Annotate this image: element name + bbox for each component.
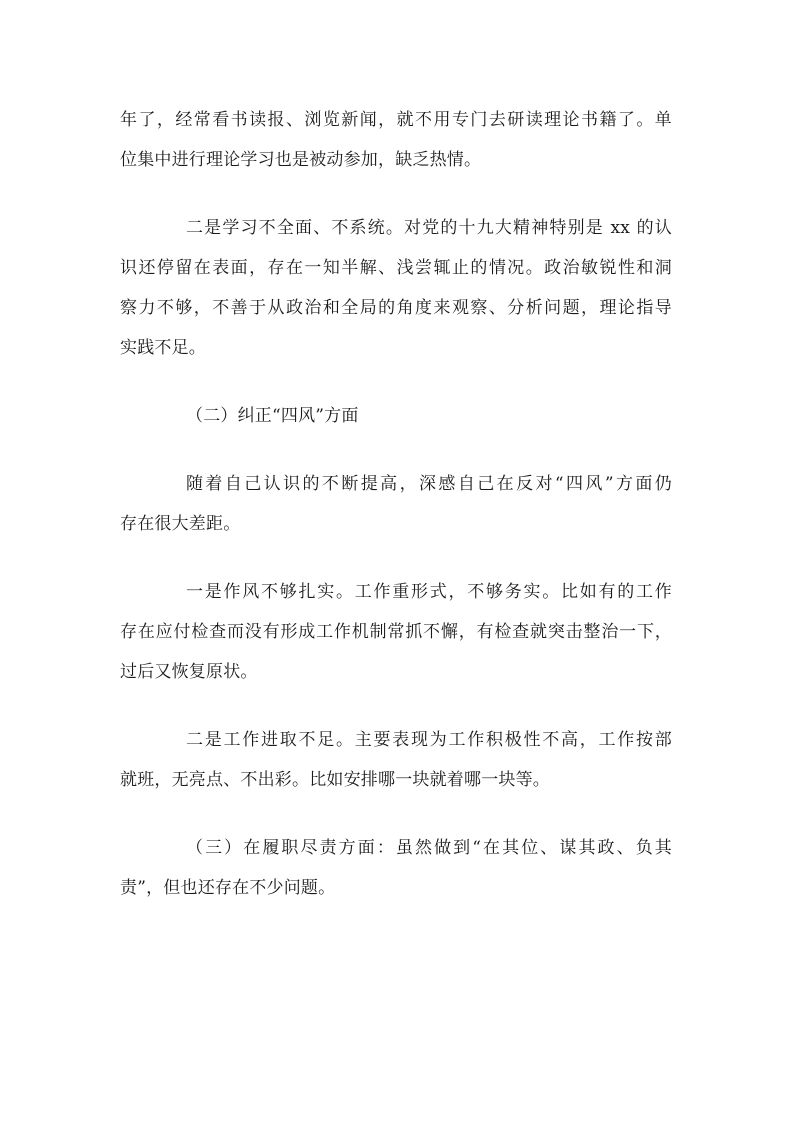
text-line-11: 存在应付检查而没有形成工作机制常抓不懈，有检查就突击整治一下， [120, 622, 672, 642]
text-line-3: 二是学习不全面、不系统。对党的十九大精神特别是 xx 的认 [186, 218, 672, 238]
text-line-5: 察力不够，不善于从政治和全局的角度来观察、分析问题，理论指导 [120, 298, 672, 318]
text-line-2: 位集中进行理论学习也是被动参加，缺乏热情。 [120, 150, 482, 170]
text-line-6: 实践不足。 [120, 338, 206, 358]
section-heading-3: （三）在履职尽责方面：虽然做到“在其位、谋其政、负其 [186, 838, 672, 858]
text-line-16: 责”，但也还存在不少问题。 [120, 878, 336, 898]
text-line-8: 随着自己认识的不断提高，深感自己在反对“四风”方面仍 [186, 474, 672, 494]
text-line-13: 二是工作进取不足。主要表现为工作积极性不高，工作按部 [186, 730, 672, 750]
text-line-9: 存在很大差距。 [120, 514, 241, 534]
text-line-10: 一是作风不够扎实。工作重形式，不够务实。比如有的工作 [186, 582, 672, 602]
text-line-1: 年了，经常看书读报、浏览新闻，就不用专门去研读理论书籍了。单 [120, 110, 672, 130]
text-line-12: 过后又恢复原状。 [120, 662, 258, 682]
text-line-14: 就班，无亮点、不出彩。比如安排哪一块就着哪一块等。 [120, 770, 550, 790]
text-line-4: 识还停留在表面，存在一知半解、浅尝辄止的情况。政治敏锐性和洞 [120, 258, 672, 278]
section-heading-2: （二）纠正“四风”方面 [186, 406, 359, 426]
